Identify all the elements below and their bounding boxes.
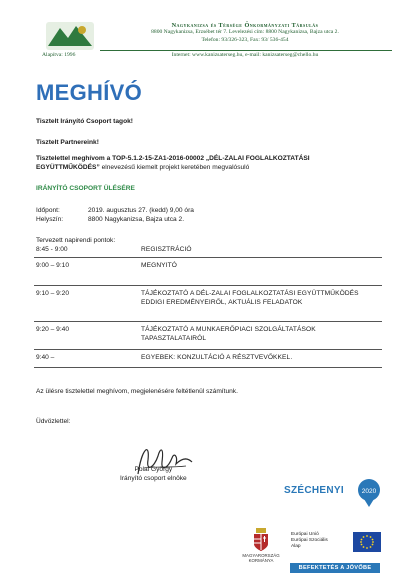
signer-block: [120, 466, 187, 483]
organization-phone: Telefon: 93/326-323, Fax: 93/ 536-454: [201, 36, 289, 43]
project-code: TOP-5.1.2-15-ZA1-2016-00002: [112, 155, 204, 162]
organization-web: Internet: www.kanizsaterseg.hu, e-mail: kanizsaterseg@chello.hu: [171, 52, 319, 58]
agenda-row: [34, 286, 382, 322]
agenda-item: TÁJÉKOZTATÓ A MUNKAERŐPIACI SZOLGÁLTATÁSOK TAPASZTALATAIRÓL: [141, 326, 316, 342]
organization-header: [100, 22, 390, 44]
signer-name: Polai György: [134, 466, 173, 473]
eu-line2: Európai Szociális: [291, 538, 328, 543]
agenda-item: EGYEBEK: KONZULTÁCIÓ A RÉSZTVEVŐKKEL.: [141, 354, 293, 361]
agenda-row: [34, 322, 382, 350]
closing-sentence: Az ülésre tisztelettel meghívom, megjelenésére feltétlenül számítunk.: [36, 388, 238, 395]
project-name: „DÉL-ZALAI FOGLALKOZTATÁSI EGYÜTTMŰKÖDÉS”: [36, 155, 310, 171]
agenda-heading: Tervezett napirendi pontok:: [36, 237, 116, 244]
document-title: MEGHÍVÓ: [36, 80, 142, 105]
greeting-partners: Tisztelt Partnereink!: [36, 139, 99, 146]
regards-label: Üdvözlettel:: [36, 418, 71, 425]
signer-role: Irányító csoport elnöke: [120, 474, 187, 482]
agenda-row: [34, 258, 382, 286]
eu-line1: Európai Unió: [291, 532, 319, 537]
intro-prefix: Tisztelettel meghívom a: [36, 155, 113, 162]
agenda-time: 9:40 –: [36, 354, 55, 361]
agenda-time: 9:20 – 9:40: [36, 326, 69, 333]
eu-fund-label: [291, 532, 328, 550]
szechenyi-logo-text: SZÉCHENYI: [284, 485, 344, 496]
header-divider: [100, 50, 392, 51]
government-label: [236, 553, 286, 563]
founded-label: Alapítva: 1996: [42, 52, 76, 58]
agenda-row: [34, 246, 382, 258]
agenda-time: 9:00 – 9:10: [36, 262, 69, 269]
agenda-row: [34, 350, 382, 368]
agenda-table: [34, 246, 382, 368]
intro-suffix: elnevezésű kiemelt projekt keretében megvalósuló: [99, 163, 250, 171]
eu-flag-icon: [353, 532, 381, 552]
organization-address: 8800 Nagykanizsa, Erzsébet tér 7. Levelezési cím: 8800 Nagykanizsa, Bajza utca 2.: [151, 29, 339, 35]
agenda-time: 9:10 – 9:20: [36, 290, 69, 297]
agenda-item: TÁJÉKOZTATÓ A DÉL-ZALAI FOGLALKOZTATÁSI EGYÜTTMŰKÖDÉS EDDIGI EREDMÉNYEIRŐL, AKTUÁLIS FELADATOK: [141, 290, 359, 306]
hungarian-coat-of-arms-icon: [252, 528, 270, 552]
organization-logo: [44, 20, 96, 52]
government-line2: KORMÁNYA: [248, 558, 274, 564]
invitation-intro: [36, 155, 366, 172]
date-label: Időpont:: [36, 207, 60, 214]
agenda-time: 8:45 - 9:00: [36, 246, 68, 253]
eu-line3: Alap: [291, 544, 301, 549]
place-label: Helyszín:: [36, 216, 64, 223]
place-value: 8800 Nagykanizsa, Bajza utca 2.: [88, 216, 185, 223]
date-value: 2019. augusztus 27. (kedd) 9,00 óra: [88, 207, 194, 214]
szechenyi-year: 2020: [361, 488, 377, 495]
investment-banner: BEFEKTETÉS A JÖVŐBE: [290, 563, 380, 573]
organization-name: Nagykanizsa és Térsége Önkormányzati Társulás: [171, 22, 319, 29]
agenda-item: MEGNYITÓ: [141, 262, 177, 269]
agenda-item: REGISZTRÁCIÓ: [141, 246, 192, 253]
szechenyi-2020-icon: [356, 478, 382, 508]
meeting-subtitle: IRÁNYÍTÓ CSOPORT ÜLÉSÉRE: [36, 185, 135, 192]
government-line1: MAGYARORSZÁG: [242, 553, 280, 558]
greeting-group-members: Tisztelt Irányító Csoport tagok!: [36, 118, 133, 125]
